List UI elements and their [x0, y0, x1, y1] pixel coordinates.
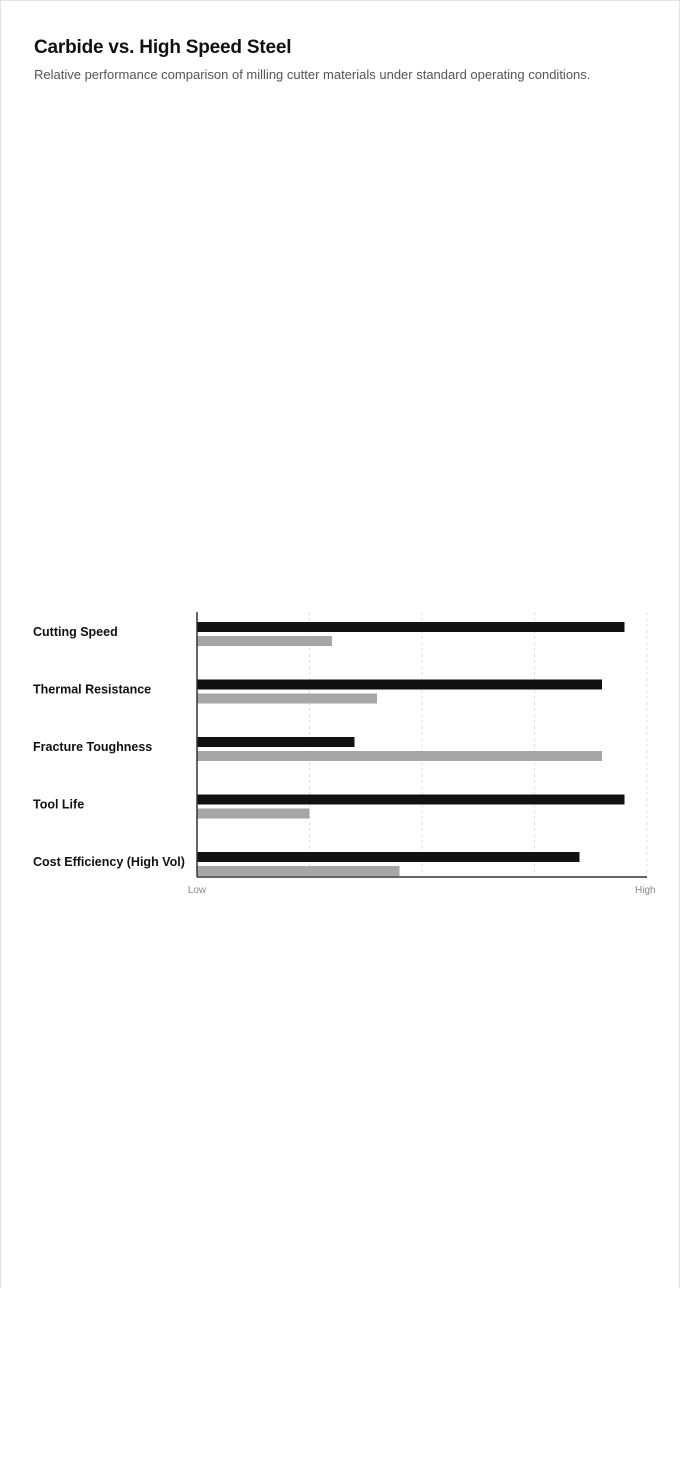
bar-series-1-2: [197, 680, 602, 690]
bar-series-2-5: [197, 866, 400, 876]
category-label: Cutting Speed: [33, 625, 118, 639]
chart-subtitle: Relative performance comparison of milling cutter materials under standard operating conditions.: [34, 67, 591, 82]
bar-series-1-1: [197, 622, 625, 632]
bar-series-2-2: [197, 694, 377, 704]
category-label: Fracture Toughness: [33, 740, 153, 754]
bar-chart: [0, 600, 680, 900]
category-label: Tool Life: [33, 797, 85, 812]
category-label: Thermal Resistance: [33, 682, 152, 697]
chart-title: Carbide vs. High Speed Steel: [34, 37, 292, 58]
bar-series-2-4: [197, 809, 310, 819]
tick-labels: [188, 885, 656, 896]
bar-series-1-4: [197, 795, 625, 805]
bar-series-2-1: [197, 636, 332, 646]
bars: [197, 622, 625, 876]
grid-lines: [310, 612, 648, 877]
bar-series-1-5: [197, 852, 580, 862]
x-tick-label: High: [635, 885, 656, 896]
category-labels: [33, 625, 185, 869]
bar-series-1-3: [197, 737, 355, 747]
category-label: Cost Efficiency (High Vol): [33, 855, 185, 869]
bar-series-2-3: [197, 751, 602, 761]
x-tick-label: Low: [187, 885, 207, 896]
